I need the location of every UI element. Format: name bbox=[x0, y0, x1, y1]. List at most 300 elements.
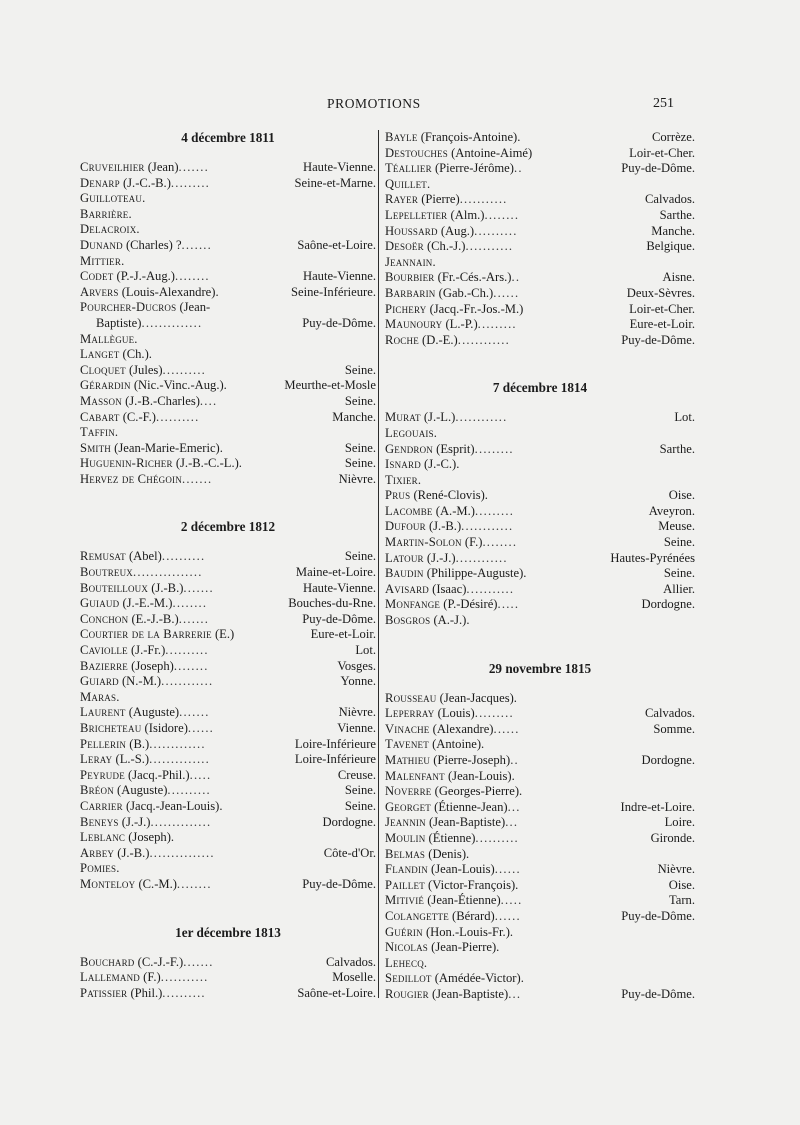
entry-given-names: (Philippe-Auguste). bbox=[423, 566, 527, 581]
entry-surname: Baudin bbox=[385, 566, 424, 581]
list-item bbox=[80, 581, 376, 597]
entry-given-names: (Joseph) bbox=[128, 658, 174, 673]
entry-given-names: (E.) bbox=[211, 627, 235, 642]
entry-surname: Quillet. bbox=[385, 176, 431, 191]
dot-leader: .... bbox=[199, 393, 218, 408]
list-item bbox=[80, 705, 376, 721]
entry-given-names: (E.-J.-B.) bbox=[128, 611, 179, 626]
entry-name bbox=[385, 847, 469, 863]
entry-surname: Carrier bbox=[80, 798, 123, 813]
list-item bbox=[80, 986, 376, 1002]
dot-leader: ........ bbox=[482, 535, 518, 550]
entry-name bbox=[385, 956, 427, 972]
section-heading: 4 décembre 1811 bbox=[181, 130, 275, 145]
entry-surname: Paillet bbox=[385, 877, 425, 892]
dot-leader: .......... bbox=[162, 362, 207, 377]
entry-name bbox=[80, 425, 118, 441]
dot-leader: ........... bbox=[459, 192, 508, 207]
entry-department: Maine-et-Loire. bbox=[295, 565, 376, 580]
entry-surname: Murat bbox=[385, 410, 421, 425]
entry-given-names: (Denis). bbox=[425, 846, 470, 861]
dot-leader: .......... bbox=[474, 223, 518, 238]
list-item bbox=[80, 316, 376, 332]
dot-leader: ....... bbox=[183, 954, 214, 969]
list-item bbox=[385, 519, 695, 535]
entry-surname: Destouches bbox=[385, 145, 448, 160]
entry-surname: Dufour bbox=[385, 519, 426, 534]
entry-name bbox=[385, 410, 455, 426]
entry-given-names: (Étienne-Jean) bbox=[431, 799, 508, 814]
list-item bbox=[80, 690, 376, 706]
entry-name bbox=[80, 472, 182, 488]
entry-name bbox=[80, 643, 165, 659]
entry-department: Puy-de-Dôme. bbox=[302, 315, 376, 330]
list-item bbox=[80, 332, 376, 348]
list-item bbox=[385, 239, 695, 255]
list-item bbox=[385, 971, 695, 987]
entry-name bbox=[80, 456, 242, 472]
entry-name bbox=[385, 519, 461, 535]
list-item bbox=[385, 551, 695, 567]
list-item bbox=[80, 191, 376, 207]
entry-given-names: (F.) bbox=[140, 970, 161, 985]
list-item bbox=[80, 627, 376, 643]
entry-given-names: (Pierre) bbox=[418, 192, 460, 207]
entry-department: Oise. bbox=[668, 877, 695, 892]
entry-department: Dordogne. bbox=[641, 597, 695, 612]
entry-department: Seine. bbox=[344, 440, 376, 455]
section-heading: 2 décembre 1812 bbox=[180, 519, 276, 535]
entry-surname: Maunoury bbox=[385, 317, 443, 332]
entry-given-names: (Jean-Jacques). bbox=[436, 690, 517, 705]
dot-leader: ........ bbox=[172, 596, 208, 611]
entry-given-names: (J.-B.-Charles) bbox=[121, 393, 200, 408]
entry-given-names: (J.-B.) bbox=[425, 519, 462, 534]
list-item bbox=[80, 861, 376, 877]
dot-leader: ............ bbox=[455, 550, 508, 565]
entry-department: Eure-et-Loir. bbox=[629, 317, 695, 332]
entry-department: Lot. bbox=[355, 643, 376, 658]
entry-name bbox=[80, 627, 234, 643]
entry-given-names: (N.-M.) bbox=[118, 674, 162, 689]
entry-name bbox=[80, 674, 161, 690]
entry-given-names: (Jean-Pierre). bbox=[428, 940, 500, 955]
entry-department: Meurthe-et-Mosle bbox=[284, 378, 376, 393]
entry-given-names: (Jean- bbox=[176, 300, 211, 315]
entry-name bbox=[385, 971, 524, 987]
entry-name bbox=[385, 426, 437, 442]
list-item bbox=[80, 410, 376, 426]
entry-name bbox=[80, 394, 200, 410]
entry-surname: Tavenet bbox=[385, 737, 429, 752]
list-item bbox=[385, 208, 695, 224]
dot-leader: ......... bbox=[474, 503, 515, 518]
entry-name bbox=[385, 613, 469, 629]
list-item bbox=[385, 831, 695, 847]
entry-surname: Pourcher-Ducros bbox=[80, 300, 177, 315]
entry-name bbox=[80, 176, 171, 192]
list-item bbox=[80, 176, 376, 192]
entry-department: Haute-Vienne. bbox=[302, 269, 376, 284]
entry-given-names: (Jules) bbox=[125, 362, 163, 377]
entry-name bbox=[385, 862, 495, 878]
entry-department: Puy-de-Dôme. bbox=[621, 986, 695, 1001]
list-item bbox=[80, 970, 376, 986]
entry-department: Puy-de-Dôme. bbox=[621, 332, 695, 347]
entry-given-names: (J.-Fr.) bbox=[127, 643, 166, 658]
entry-department: Sarthe. bbox=[659, 207, 695, 222]
entry-surname: Malenfant bbox=[385, 768, 445, 783]
entry-given-names: (J.-J.) bbox=[423, 550, 456, 565]
entry-surname: Hervez de Chégoin bbox=[80, 471, 182, 486]
dot-leader: ............ bbox=[455, 410, 508, 425]
list-item bbox=[385, 161, 695, 177]
entry-name bbox=[385, 224, 474, 240]
list-item bbox=[80, 254, 376, 270]
dot-leader: ......... bbox=[170, 175, 211, 190]
entry-given-names: (Bérard) bbox=[448, 908, 495, 923]
entry-given-names: (Auguste) bbox=[125, 705, 180, 720]
entry-surname: Rayer bbox=[385, 192, 419, 207]
entry-surname: Colangette bbox=[385, 908, 449, 923]
entry-name bbox=[385, 784, 522, 800]
dot-leader: ........... bbox=[466, 581, 515, 596]
entry-surname: Bréon bbox=[80, 783, 114, 798]
entry-department: Haute-Vienne. bbox=[302, 160, 376, 174]
entry-name bbox=[385, 442, 475, 458]
entry-name bbox=[80, 830, 174, 846]
dot-leader: ............ bbox=[461, 519, 514, 534]
entry-name bbox=[385, 893, 501, 909]
entry-department: Calvados. bbox=[644, 192, 695, 207]
entry-name bbox=[80, 222, 140, 238]
section-heading: 1er décembre 1813 bbox=[175, 924, 281, 940]
list-item bbox=[385, 925, 695, 941]
list-item bbox=[385, 488, 695, 504]
entry-name bbox=[385, 286, 493, 302]
entry-surname: Bouchard bbox=[80, 954, 135, 969]
entry-name bbox=[385, 940, 499, 956]
entry-given-names: (François-Antoine). bbox=[417, 130, 521, 144]
list-item bbox=[80, 752, 376, 768]
entry-given-names: (Jean-Baptiste) bbox=[425, 815, 506, 830]
entry-given-names: (Jean-Marie-Emeric). bbox=[111, 440, 223, 455]
entry-surname: Pellerin bbox=[80, 736, 127, 751]
entry-surname: Mitivié bbox=[385, 893, 425, 908]
entry-department: Yonne. bbox=[340, 674, 376, 689]
entry-given-names: (Ch.-J.) bbox=[423, 239, 466, 254]
entry-department: Seine-Inférieure. bbox=[291, 284, 376, 299]
entry-name bbox=[80, 612, 179, 628]
entry-name bbox=[385, 473, 421, 489]
entry-department: Indre-et-Loire. bbox=[620, 799, 695, 814]
entry-surname: Nicolas bbox=[385, 940, 428, 955]
entry-name bbox=[385, 161, 514, 177]
entry-name bbox=[385, 722, 493, 738]
entry-name bbox=[80, 596, 172, 612]
entry-department: Sarthe. bbox=[659, 441, 695, 456]
list-item bbox=[385, 753, 695, 769]
dot-leader: ... bbox=[507, 799, 521, 814]
dot-leader: ....... bbox=[183, 580, 214, 595]
entry-department: Seine. bbox=[663, 566, 695, 581]
promotion-section bbox=[80, 519, 376, 892]
promotion-section bbox=[385, 130, 695, 348]
list-item bbox=[80, 269, 376, 285]
list-item bbox=[80, 378, 376, 394]
entry-surname: Vinache bbox=[385, 721, 430, 736]
entry-given-names: (J.-J.) bbox=[118, 814, 151, 829]
entry-department: Deux-Sèvres. bbox=[626, 285, 695, 300]
entry-surname: Langet bbox=[80, 347, 120, 362]
dot-leader: .. bbox=[510, 753, 519, 767]
dot-leader: .. bbox=[511, 270, 521, 285]
list-item bbox=[385, 426, 695, 442]
entry-department: Tarn. bbox=[668, 893, 695, 908]
entry-department: Moselle. bbox=[332, 970, 376, 985]
entry-given-names: (J.-C.). bbox=[420, 457, 460, 472]
entry-given-names: (J.-B.-C.-L.). bbox=[172, 456, 242, 471]
entry-surname: Patissier bbox=[80, 985, 128, 1000]
dot-leader: ............ bbox=[161, 674, 214, 689]
entry-name bbox=[385, 535, 482, 551]
list-item bbox=[385, 535, 695, 551]
entry-department: Nièvre. bbox=[338, 705, 376, 720]
entry-given-names: (Joseph). bbox=[125, 830, 175, 845]
entry-surname: Pichery bbox=[385, 301, 427, 316]
entry-given-names: (Fr.-Cés.-Ars.) bbox=[434, 270, 512, 285]
entry-given-names: (P.-J.-Aug.) bbox=[113, 269, 175, 284]
dot-leader: .. bbox=[513, 161, 523, 176]
entry-department: Nièvre. bbox=[657, 862, 695, 877]
entry-department: Seine. bbox=[344, 362, 376, 377]
entry-name bbox=[385, 146, 532, 162]
entry-department: Manche. bbox=[332, 409, 376, 424]
page-number: 251 bbox=[653, 96, 674, 111]
entry-department: Bouches-du-Rne. bbox=[288, 596, 376, 611]
entry-department: Vienne. bbox=[337, 721, 376, 735]
entry-name bbox=[385, 302, 523, 318]
list-item bbox=[80, 565, 376, 581]
entry-given-names: (L.-S.) bbox=[112, 752, 150, 767]
entry-name bbox=[80, 285, 219, 301]
promotion-section bbox=[385, 661, 695, 1003]
entry-given-names: (Jacq.-Jean-Louis). bbox=[122, 798, 223, 813]
entry-department: Haute-Vienne. bbox=[302, 580, 376, 595]
entry-given-names: (Louis-Alexandre). bbox=[118, 284, 219, 299]
entry-department: Seine-et-Marne. bbox=[294, 175, 376, 190]
entry-surname: Arbey bbox=[80, 845, 115, 860]
entry-given-names: (J.-E.-M.) bbox=[119, 596, 173, 611]
entry-department: Eure-et-Loir. bbox=[310, 627, 376, 642]
entry-name bbox=[80, 783, 167, 799]
list-item bbox=[385, 722, 695, 738]
list-item bbox=[80, 363, 376, 379]
entry-name bbox=[385, 566, 526, 582]
entry-surname: Mathieu bbox=[385, 753, 431, 767]
list-item bbox=[385, 333, 695, 349]
list-item bbox=[80, 238, 376, 254]
entry-department: Loir-et-Cher. bbox=[629, 301, 695, 316]
entry-given-names: (C.-F.) bbox=[119, 409, 156, 424]
dot-leader: ........... bbox=[160, 970, 209, 985]
entry-surname: Leray bbox=[80, 752, 113, 767]
entry-department: Creuse. bbox=[337, 767, 376, 782]
entry-surname: Cabart bbox=[80, 409, 120, 424]
list-item bbox=[80, 456, 376, 472]
list-item bbox=[385, 410, 695, 426]
entry-surname: Bosgros bbox=[385, 613, 431, 628]
entry-department: Seine. bbox=[344, 393, 376, 408]
list-item bbox=[385, 706, 695, 722]
entry-department: Côte-d'Or. bbox=[323, 845, 376, 860]
entry-department: Seine. bbox=[344, 549, 376, 564]
entry-department: Allier. bbox=[663, 581, 695, 596]
section-heading: 29 novembre 1815 bbox=[488, 660, 592, 676]
list-item bbox=[385, 582, 695, 598]
dot-leader: .......... bbox=[161, 549, 206, 564]
entry-given-names: (Jean-Louis). bbox=[444, 768, 515, 783]
entry-surname: Mittier. bbox=[80, 253, 125, 268]
list-item bbox=[80, 285, 376, 301]
entry-name bbox=[80, 799, 222, 815]
list-item bbox=[80, 596, 376, 612]
list-item bbox=[385, 286, 695, 302]
entry-name bbox=[80, 441, 223, 457]
entry-department: Puy-de-Dôme. bbox=[621, 908, 695, 923]
entry-department: Somme. bbox=[653, 721, 695, 736]
entry-surname: Gérardin bbox=[80, 378, 131, 393]
entry-department: Gironde. bbox=[650, 830, 695, 845]
entry-department: Manche. bbox=[651, 223, 695, 238]
dot-leader: .............. bbox=[141, 315, 203, 330]
entry-name bbox=[385, 208, 484, 224]
entry-surname: Martin-Solon bbox=[385, 535, 462, 550]
entry-surname: Dunand bbox=[80, 237, 123, 252]
entry-given-names: (F.) bbox=[461, 535, 483, 550]
entry-department: Calvados. bbox=[644, 706, 695, 721]
entry-name bbox=[80, 160, 179, 176]
entry-name bbox=[80, 986, 162, 1002]
entry-given-names: (Jean-Étienne) bbox=[424, 893, 501, 908]
entry-surname: Barbarin bbox=[385, 285, 436, 300]
entry-name bbox=[80, 238, 182, 254]
entry-department: Aisne. bbox=[662, 270, 695, 285]
list-item bbox=[80, 737, 376, 753]
list-item bbox=[80, 799, 376, 815]
entry-surname: Guilloteau. bbox=[80, 191, 146, 206]
list-item bbox=[385, 784, 695, 800]
list-item bbox=[80, 783, 376, 799]
entry-surname: Noverre bbox=[385, 784, 432, 799]
entry-department: Puy-de-Dôme. bbox=[302, 611, 376, 626]
entry-name bbox=[80, 347, 152, 363]
entry-department: Lot. bbox=[674, 410, 695, 425]
dot-leader: ............ bbox=[457, 332, 510, 347]
entry-surname: Lallemand bbox=[80, 970, 140, 985]
entry-given-names: (Victor-François). bbox=[424, 877, 519, 892]
entry-department: Seine. bbox=[663, 535, 695, 550]
dot-leader: ...... bbox=[187, 721, 215, 735]
entry-name bbox=[80, 581, 183, 597]
dot-leader: ........ bbox=[484, 207, 520, 222]
entry-given-names: (Jacq.-Phil.) bbox=[124, 767, 190, 782]
entry-given-names: (Gab.-Ch.) bbox=[435, 285, 494, 300]
list-item bbox=[385, 177, 695, 193]
entry-given-names: (Étienne) bbox=[425, 830, 476, 845]
entry-surname: Arvers bbox=[80, 284, 119, 299]
entry-name bbox=[385, 177, 430, 193]
entry-given-names: (Jean) bbox=[144, 160, 179, 174]
dot-leader: .......... bbox=[155, 409, 200, 424]
entry-given-names: (J.-B.) bbox=[114, 845, 150, 860]
entry-department: Vosges. bbox=[337, 658, 376, 673]
entry-department: Corrèze. bbox=[651, 130, 695, 144]
dot-leader: .............. bbox=[149, 752, 210, 767]
entry-name bbox=[385, 753, 510, 769]
entry-name bbox=[385, 239, 465, 255]
entry-given-names: (Pierre-Jérôme) bbox=[431, 161, 514, 176]
entry-department: Saône-et-Loire. bbox=[297, 985, 376, 1000]
entry-surname: Smith bbox=[80, 440, 112, 455]
entry-name bbox=[80, 410, 156, 426]
entry-name bbox=[80, 332, 138, 348]
entry-given-names: (P.-Désiré) bbox=[440, 597, 498, 612]
entry-surname: Flandin bbox=[385, 862, 428, 877]
dot-leader: ........ bbox=[176, 876, 212, 891]
dot-leader: ...... bbox=[493, 285, 520, 300]
entry-surname: Peyrude bbox=[80, 767, 125, 782]
list-item bbox=[80, 549, 376, 565]
list-item bbox=[385, 800, 695, 816]
list-item bbox=[385, 613, 695, 629]
entry-name bbox=[385, 737, 484, 753]
entry-surname: Latour bbox=[385, 550, 424, 565]
list-item bbox=[385, 737, 695, 753]
list-item bbox=[80, 721, 376, 737]
entry-name bbox=[80, 363, 163, 379]
entry-name bbox=[385, 270, 511, 286]
entry-department: Seine. bbox=[344, 783, 376, 798]
entry-name bbox=[385, 333, 458, 349]
dot-leader: ..... bbox=[497, 597, 520, 612]
entry-surname: Guérin bbox=[385, 924, 423, 939]
entry-department: Loire-Inférieure bbox=[294, 752, 376, 767]
entry-surname: Masson bbox=[80, 393, 122, 408]
entry-given-names: (Jean-Louis) bbox=[427, 862, 495, 877]
dot-leader: ........... bbox=[465, 239, 514, 254]
list-item bbox=[385, 597, 695, 613]
entry-surname: Monteloy bbox=[80, 876, 136, 891]
entry-given-names: (C.-M.) bbox=[135, 876, 177, 891]
left-column bbox=[80, 130, 376, 1001]
entry-surname: Conchon bbox=[80, 611, 129, 626]
list-item bbox=[385, 878, 695, 894]
entry-name bbox=[80, 861, 120, 877]
entry-surname: Lacombe bbox=[385, 503, 433, 518]
entry-surname: Tixier. bbox=[385, 472, 422, 487]
entry-department: Oise. bbox=[668, 488, 695, 503]
entry-given-names: (D.-E.) bbox=[418, 332, 458, 347]
dot-leader: ....... bbox=[178, 160, 209, 174]
list-item bbox=[385, 847, 695, 863]
entry-name bbox=[80, 207, 132, 223]
dot-leader: ....... bbox=[181, 471, 213, 486]
entry-given-names: (Jean-Baptiste) bbox=[428, 986, 509, 1001]
entry-given-names: (Georges-Pierre). bbox=[431, 784, 523, 799]
section-heading: 7 décembre 1814 bbox=[492, 380, 588, 396]
entry-surname: Guiaud bbox=[80, 596, 120, 611]
